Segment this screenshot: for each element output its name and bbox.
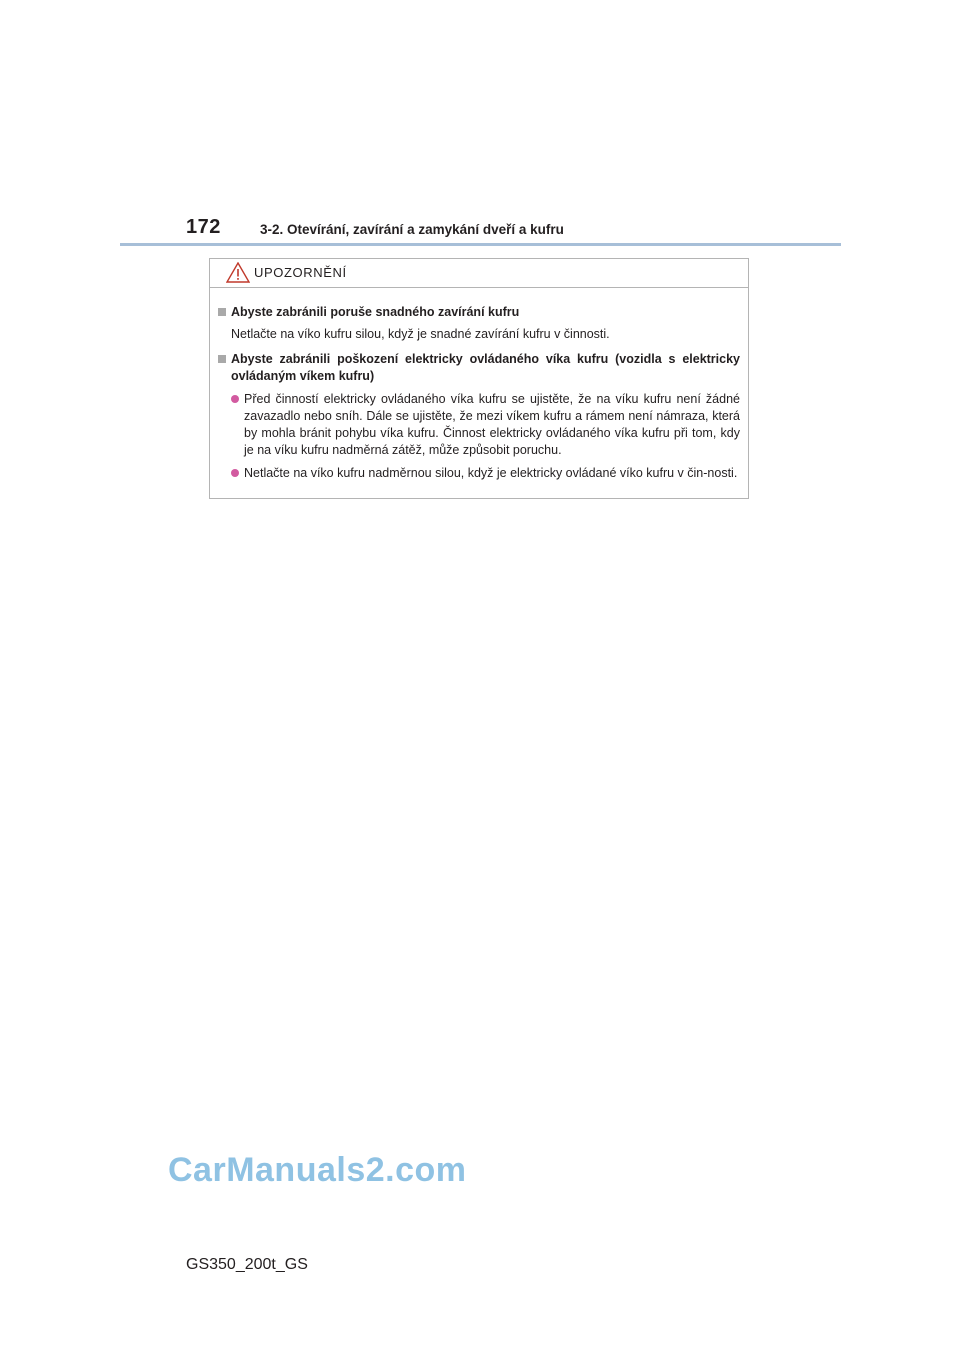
warning-box [209,258,749,499]
footer-model-code: GS350_200t_GS [186,1256,308,1273]
list-item: Netlačte na víko kufru nadměrnou silou, když je elektricky ovládané víko kufru v čin-nosti. [218,465,740,482]
sub-heading: Abyste zabránili poruše snadného zavírání kufru [218,304,740,321]
warning-header [210,259,748,288]
warning-triangle-icon [226,262,250,288]
list-item: Před činností elektricky ovládaného víka kufru se ujistěte, že na víku kufru není žádné zavazadlo nebo sníh. Dále se ujistěte, že mezi víkem kufru a rámem není námraza, která by mohla bránit pohybu víka kufru. Činnost elektricky ovládaného víka kufru při tom, kdy je na víku kufru nadměrná zátěž, může způsobit poruchu. [218,391,740,459]
round-bullet-icon [231,395,239,403]
round-bullet-icon [231,469,239,477]
watermark-link[interactable]: CarManuals2.com [168,1151,467,1189]
section-title: 3-2. Otevírání, zavírání a zamykání dveří a kufru [260,222,564,237]
square-bullet-icon [218,355,226,363]
page-number: 172 [186,216,221,238]
header-divider [120,243,841,246]
warning-title: UPOZORNĚNÍ [254,265,347,280]
square-bullet-icon [218,308,226,316]
warning-body [210,288,748,482]
sub-heading: Abyste zabránili poškození elektricky ovládaného víka kufru (vozidla s elektricky ovládaným víkem kufru) [218,351,740,385]
paragraph: Netlačte na víko kufru silou, když je snadné zavírání kufru v činnosti. [231,327,610,341]
